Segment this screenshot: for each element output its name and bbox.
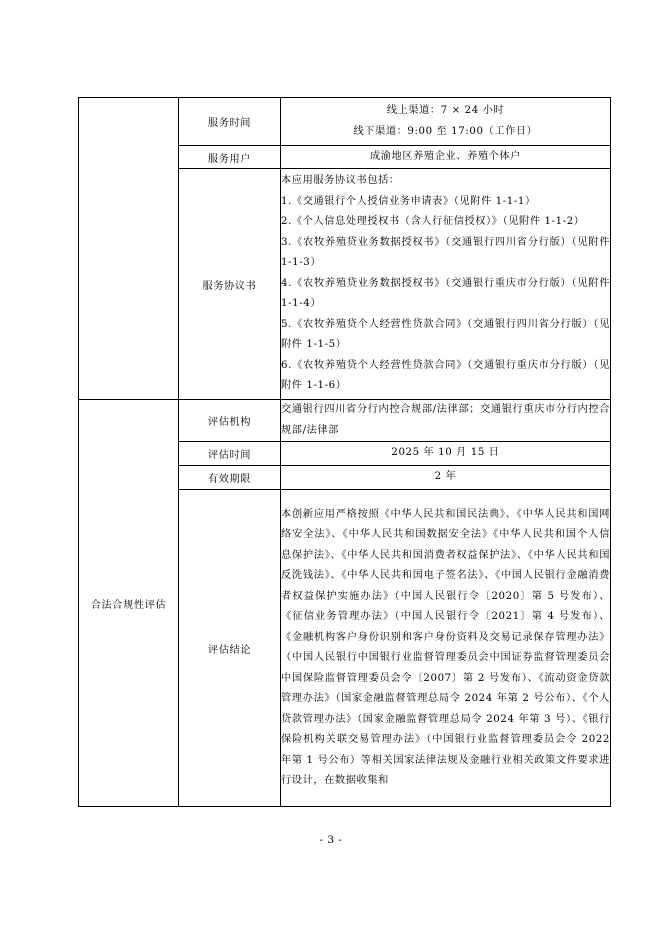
assessment-time-value: 2025 年 10 月 15 日 [281,442,611,466]
page-number: - 3 - [319,834,343,846]
conclusion-label: 评估结论 [179,490,281,807]
service-time-offline: 线下渠道：9:00 至 17:00（工作日） [353,125,538,137]
agreement-intro: 本应用服务协议书包括： [281,175,400,187]
table-row [79,98,611,146]
validity-value: 2 年 [281,466,611,490]
institution-label: 评估机构 [179,400,281,442]
assessment-time-label: 评估时间 [179,442,281,466]
institution-value: 交通银行四川省分行内控合规部/法律部；交通银行重庆市分行内控合规部/法律部 [281,400,611,442]
agreement-item-6: 6.《农牧养殖贷个人经营性贷款合同》（交通银行重庆市分行版）（见附件 1-1-6） [281,359,610,392]
table-row [79,400,611,442]
agreement-item-2: 2.《个人信息处理授权书（含人行征信授权）》（见附件 1-1-2） [281,216,585,228]
agreement-item-1: 1.《交通银行个人授信业务申请表》（见附件 1-1-1） [281,195,536,207]
agreement-item-4: 4.《农牧养殖贷业务数据授权书》（交通银行重庆市分行版）（见附件 1-1-4） [281,277,610,310]
service-users-label: 服务用户 [179,146,281,169]
service-time-label: 服务时间 [179,98,281,146]
conclusion-value: 本创新应用严格按照《中华人民共和国民法典》、《中华人民共和国网络安全法》、《中华人民共和国数据安全法》《中华人民共和国个人信息保护法》、《中华人民共和国消费者权益保护法》、《中华人民共和国反洗钱法》、《中华人民共和国电子签名法》、《中国人民银行金融消费者权益保护实施办法》（中国人民银行令〔2020〕第 5 号发布）、《征信业务管理办法》（中国人民银行令〔2021〕第 4 号发布）、《金融机构客户身份识别和客户身份资料及交易记录保存管理办法》（中国人民银行中国银行业监督管理委员会中国证券监督管理委员会中国保险监督管理委员会令〔2007〕第 2 号发布）、《流动资金贷款管理办法》（国家金融监督管理总局令 2024 年第 2 号公布）、《个人贷款管理办法》（国家金融监督管理总局令 2024 年第 3 号）、《银行保险机构关联交易管理办法》（中国银行业监督管理委员会令 2022 年第 1 号公布）等相关国家法律法规及金融行业相关政策文件要求进行设计，在数据收集和 [281,490,611,807]
service-agreement-value [281,169,611,400]
compliance-category: 合法合规性评估 [79,400,179,807]
agreement-item-3: 3.《农牧养殖贷业务数据授权书》（交通银行四川省分行版）（见附件 1-1-3） [281,236,610,269]
validity-label: 有效期限 [179,466,281,490]
service-agreement-label: 服务协议书 [179,169,281,400]
service-users-value: 成渝地区养殖企业、养殖个体户 [281,146,611,169]
category-cell-empty [79,98,179,400]
agreement-item-5: 5.《农牧养殖贷个人经营性贷款合同》（交通银行四川省分行版）（见附件 1-1-5） [281,318,610,351]
service-time-online: 线上渠道：7 × 24 小时 [386,105,505,116]
service-time-value [281,98,611,146]
service-info-table [78,97,611,807]
